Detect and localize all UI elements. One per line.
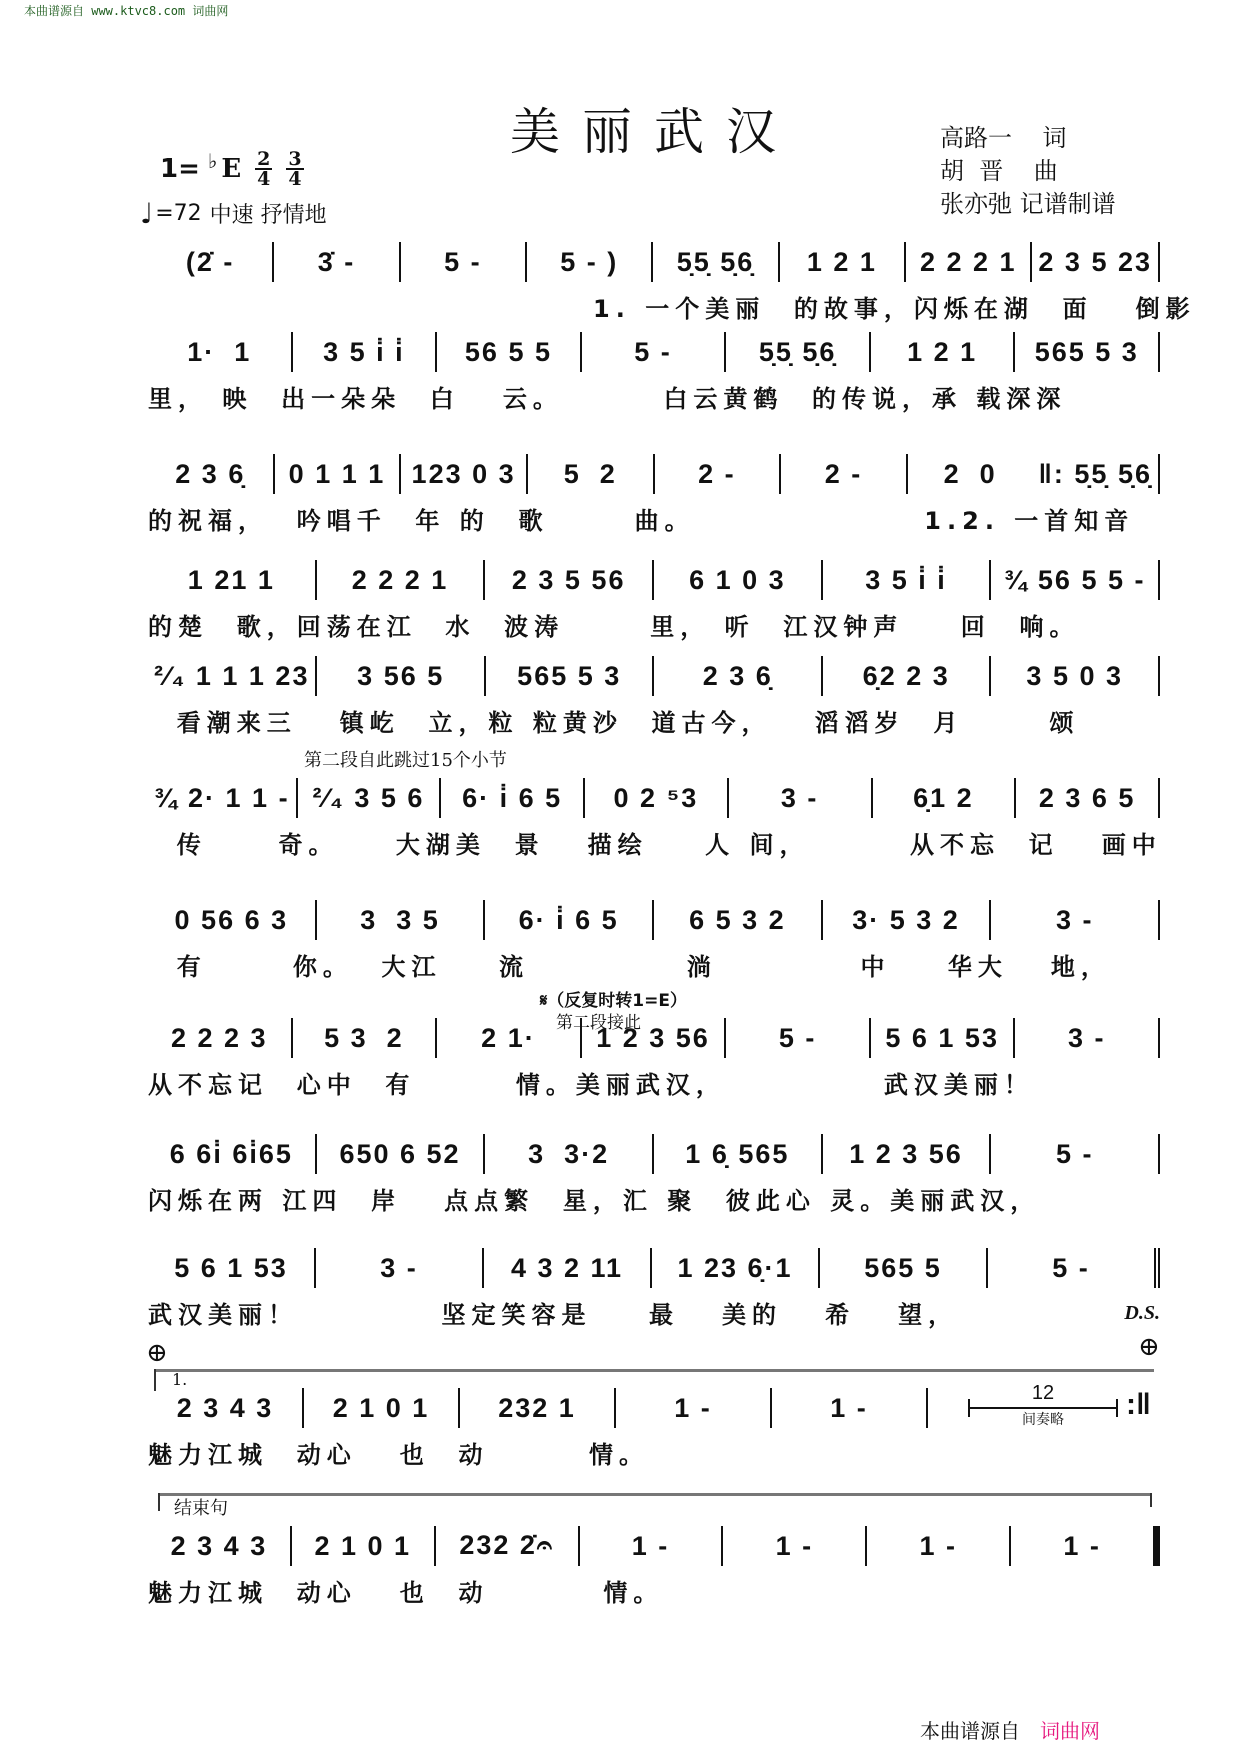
skip-annotation: 第二段自此跳过15个小节	[304, 750, 507, 771]
measure: 6̣1 2	[873, 778, 1017, 818]
quarter-note-icon: ♩	[140, 197, 154, 230]
system-5	[148, 654, 1160, 764]
measure: 5̣5̣ 5̣6̣	[653, 242, 779, 282]
measure: 3 5 i̇ i̇	[823, 560, 992, 600]
measure: 2 3 5 23	[1032, 242, 1160, 282]
measure: 5 - )	[527, 242, 653, 282]
notes-row	[148, 452, 1160, 496]
lyrics-row: 的祝福， 吟唱千 年 的 歌 曲。 1.2. 一首知音	[148, 506, 1135, 535]
system-6	[148, 750, 1162, 886]
multi-rest-bar	[968, 1407, 1118, 1409]
measure: 3 -	[729, 778, 873, 818]
measure: 2 3 6 5	[1016, 778, 1160, 818]
measure: 2 3 4 3	[148, 1388, 304, 1428]
measure: 56 5 5	[437, 332, 582, 372]
measure: 1 -	[580, 1526, 724, 1566]
measure: 5 -	[726, 1018, 871, 1058]
measure: 3 -	[316, 1248, 484, 1288]
composer-credit: 胡 晋 曲	[940, 157, 1058, 185]
system-2	[148, 330, 1160, 440]
lyricist-credit: 高路一 词	[940, 124, 1067, 152]
measure: 5 2	[528, 454, 655, 494]
measure: 1 -	[616, 1388, 772, 1428]
measure: 3 3·2	[485, 1134, 654, 1174]
measure: 565 5 3	[486, 656, 655, 696]
measure: 6 1 0 3	[654, 560, 823, 600]
volta-number: 1.	[172, 1370, 188, 1389]
measure: 2 3 5 56	[485, 560, 654, 600]
interlude-bar-count: 12	[1031, 1382, 1055, 1404]
measure: 0 2 ⁵3	[585, 778, 729, 818]
measure: 2 0	[943, 458, 997, 489]
measure: 2 3 6̣	[654, 656, 823, 696]
tempo-marking	[140, 197, 327, 230]
interlude-label: 间奏略	[1022, 1412, 1064, 1428]
system-11	[148, 1386, 928, 1496]
measure: 2 3 6̣	[148, 454, 275, 494]
lyrics-row: 有 你。 大江 流 淌 中 华大 地，	[148, 952, 1111, 981]
measure: 0 1 1 1	[275, 454, 402, 494]
lyrics-row: 传 奇。 大湖美 景 描绘 人 间， 从不忘 记 画中	[148, 830, 1162, 859]
ending-bracket-tick	[158, 1493, 160, 1511]
notes-row	[148, 1246, 1160, 1290]
measure: 1 -	[772, 1388, 928, 1428]
measure: 2 1·	[437, 1018, 582, 1058]
source-watermark: 本曲谱源自 www.ktvc8.com 词曲网	[24, 4, 229, 18]
measure: ¾ 2· 1 1 -	[148, 778, 298, 818]
lyrics-row: 看潮来三 镇屹 立，粒 粒黄沙 道古今， 滔滔岁 月 颂	[148, 708, 1080, 737]
coda-icon: ⊕	[146, 1338, 168, 1368]
tempo-description: 中速 抒情地	[209, 203, 327, 228]
measure: 1 2 3 56	[582, 1018, 727, 1058]
measure: 232 1	[460, 1388, 616, 1428]
measure: 2 3 4 3	[148, 1526, 292, 1566]
measure: 650 6 52	[317, 1134, 486, 1174]
dal-segno-marking: D.S.	[1124, 1302, 1160, 1324]
key-signature	[160, 150, 304, 188]
measure: 1 2 3 56	[823, 1134, 992, 1174]
final-measure: 1 -	[1011, 1526, 1160, 1566]
measure: 565 5 3	[1015, 332, 1160, 372]
measure: 3 5 0 3	[991, 656, 1160, 696]
measure: 0 56 6 3	[148, 900, 317, 940]
measure: 2 -	[655, 454, 782, 494]
measure: 1 23 6̣·1	[652, 1248, 820, 1288]
measure: 3 -	[991, 900, 1160, 940]
coda-icon: ⊕	[1138, 1332, 1160, 1362]
ending-label: 结束句	[174, 1498, 228, 1519]
notes-row	[148, 776, 1160, 820]
measure: 2 -	[781, 454, 908, 494]
measure: 3 56 5	[317, 656, 486, 696]
footer-brand-link[interactable]: 词曲网	[1040, 1719, 1100, 1743]
measure: 5 3 2	[293, 1018, 438, 1058]
measure: 3̇ -	[274, 242, 400, 282]
notes-row	[148, 654, 1160, 698]
time-signature-2-4: $\frac{2}{4}$	[257, 148, 271, 190]
notes-row	[148, 1386, 928, 1430]
measure: (2̇ -	[148, 242, 274, 282]
measure: 2 1 0 1	[304, 1388, 460, 1428]
notes-row	[148, 1524, 1160, 1568]
volta-bracket	[154, 1369, 1154, 1372]
measure: 3 5 i̇ i̇	[293, 332, 438, 372]
measure: 2 1 0 1	[292, 1526, 436, 1566]
measure: 1 -	[867, 1526, 1011, 1566]
song-title: 美丽武汉	[510, 103, 798, 161]
measure: 5 6 1 53	[871, 1018, 1016, 1058]
tempo-value: =72	[155, 201, 202, 226]
source-footer	[920, 1715, 1100, 1744]
lyrics-row: 里， 映 出一朵朵 白 云。 白云黄鹤 的传说，承 载深深	[148, 384, 1067, 413]
notes-row	[148, 558, 1160, 602]
measure: 2 2 2 1	[906, 242, 1032, 282]
measure: 5 -	[582, 332, 727, 372]
measure: 5 -	[991, 1134, 1160, 1174]
notes-row	[148, 898, 1160, 942]
measure: 232 2̇𝄐	[436, 1526, 580, 1566]
ending-bracket	[158, 1493, 1152, 1496]
measure: 3 -	[1015, 1018, 1160, 1058]
flat-icon: ♭	[207, 149, 218, 173]
segno-annotation: 𝄋（反复时转1=E）	[540, 991, 687, 1011]
repeat-start-measure: ‖: 5̣5̣ 5̣6̣	[1032, 454, 1160, 494]
system-3	[148, 452, 1160, 562]
lyrics-row: 闪烁在两 江四 岸 点点繁 星，汇 聚 彼此心 灵。美丽武汉，	[148, 1186, 1041, 1215]
measure: ¾ 56 5 5 -	[991, 560, 1160, 600]
key-tonic: E	[221, 154, 242, 184]
measure: 3· 5 3 2	[823, 900, 992, 940]
measure: 1 -	[723, 1526, 867, 1566]
measure: 6 6i̇ 6i̇65	[148, 1134, 317, 1174]
second-verse-entry: 第二段接此	[556, 1013, 641, 1033]
measure: 5̣5̣ 5̣6̣	[726, 332, 871, 372]
measure: 2 2 2 1	[317, 560, 486, 600]
lyrics-row: 武汉美丽！ 坚定笑容是 最 美的 希 望，	[148, 1300, 959, 1329]
measure: ²⁄₄ 3 5 6	[298, 778, 442, 818]
repeat-end-barline: :‖	[1126, 1388, 1151, 1421]
measure: 5 -	[988, 1248, 1160, 1288]
measure: 6̣2 2 3	[823, 656, 992, 696]
ending-bracket-tick	[1150, 1493, 1152, 1507]
measure: ²⁄₄ 1 1 1 23	[148, 656, 317, 696]
footer-source-label: 本曲谱源自	[920, 1719, 1020, 1743]
system-8	[148, 991, 1160, 1126]
lyrics-row: 魅力江城 动心 也 动 情。	[148, 1440, 649, 1469]
system-12	[148, 1524, 1160, 1634]
system-4	[148, 558, 1160, 668]
measure: 4 3 2 11	[484, 1248, 652, 1288]
measure: 1 21 1	[148, 560, 317, 600]
measure: 5 -	[401, 242, 527, 282]
measure: 5 6 1 53	[148, 1248, 316, 1288]
measure: 2 2 2 3	[148, 1018, 293, 1058]
system-9	[148, 1132, 1160, 1242]
notes-row	[148, 1016, 1160, 1060]
lyrics-row: 的楚 歌，回荡在江 水 波涛 里， 听 江汉钟声 回 响。	[148, 612, 1080, 641]
system-10	[148, 1246, 1160, 1356]
measure: 1· 1	[148, 332, 293, 372]
measure: 1 2 1	[780, 242, 906, 282]
interlude-rest	[968, 1382, 1118, 1429]
measure: 6· i̇ 6 5	[485, 900, 654, 940]
notes-row	[148, 1132, 1160, 1176]
notes-row	[148, 330, 1160, 374]
lyrics-row: 1. 一个美丽 的故事，闪烁在湖 面 倒影	[148, 294, 1196, 323]
key-prefix: 1=	[160, 154, 200, 184]
measure: 6· i̇ 6 5	[441, 778, 585, 818]
measure: 1 2 1	[871, 332, 1016, 372]
measure: 123 0 3	[401, 454, 528, 494]
lyrics-row: 从不忘记 心中 有 情。美丽武汉， 武汉美丽！	[148, 1070, 1034, 1099]
credits	[940, 122, 1116, 221]
measure: 6 5 3 2	[654, 900, 823, 940]
measure: 3 3 5	[317, 900, 486, 940]
notation-credit: 张亦弛 记谱制谱	[940, 190, 1116, 218]
notes-row	[148, 240, 1160, 284]
measure: 565 5	[820, 1248, 988, 1288]
measure: 1 6̣ 565	[654, 1134, 823, 1174]
time-signature-3-4: $\frac{3}{4}$	[288, 148, 302, 190]
lyrics-row: 魅力江城 动心 也 动 情。	[148, 1578, 664, 1607]
